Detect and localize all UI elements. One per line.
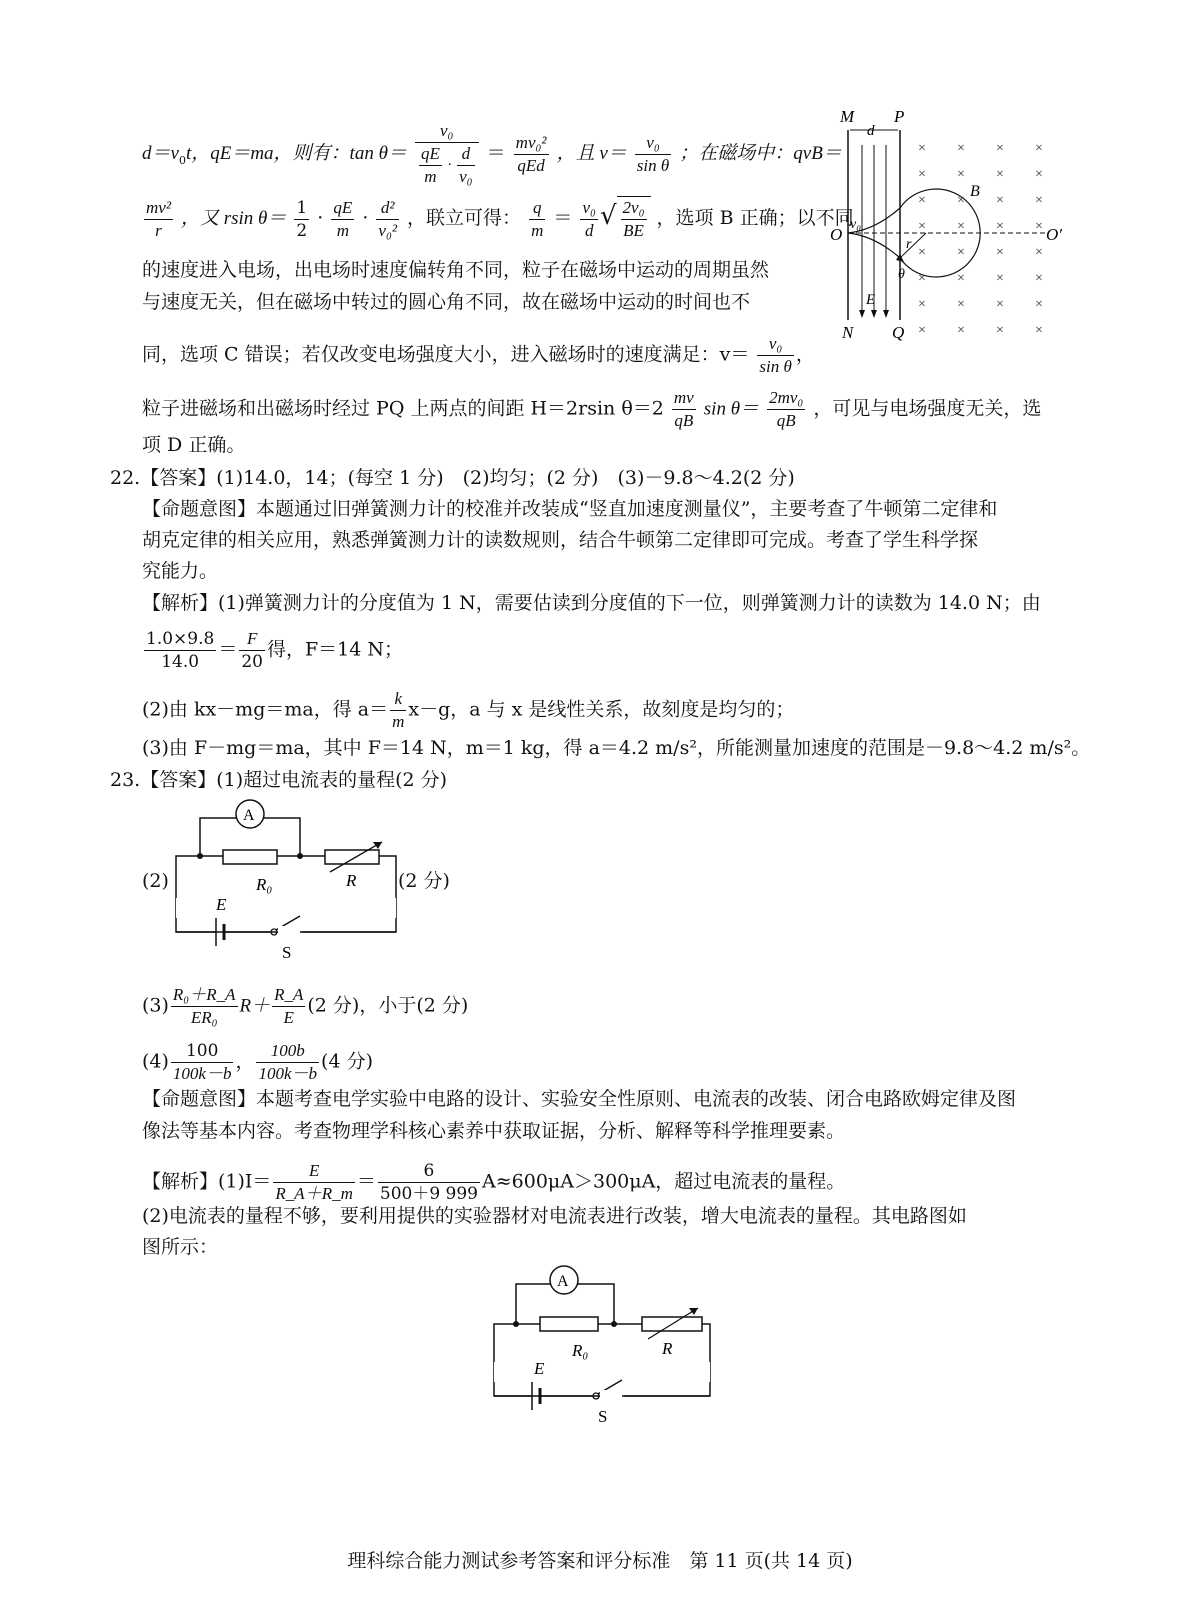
field-cross: × (996, 297, 1004, 312)
resistor-R0 (540, 1317, 598, 1331)
ammeter-symbol: A (557, 1273, 569, 1290)
E-label: E (534, 1359, 545, 1378)
q22-solution-line1: 【解析】(1)弹簧测力计的分度值为 1 N，需要估读到分度值的下一位，则弹簧测力计的读数为 14.0 N；由 (142, 592, 1041, 614)
R-label: R (662, 1339, 673, 1358)
field-cross: × (996, 193, 1004, 208)
field-cross: × (918, 297, 926, 312)
field-cross: × (957, 141, 965, 156)
R0-label: R₀ (572, 1341, 589, 1360)
field-cross: × (957, 167, 965, 182)
field-cross: × (996, 219, 1004, 234)
E-label: E (866, 292, 876, 308)
field-cross: × (1035, 219, 1043, 234)
N-label: N (842, 323, 854, 342)
field-cross: × (996, 167, 1004, 182)
q22-intent-line3: 究能力。 (142, 560, 219, 582)
field-cross: × (918, 245, 926, 260)
sol21-line5: 同，选项 C 错误；若仅改变电场强度大小，进入磁场时的速度满足：v＝ $\frac{\text{v₀}}{\text{sin θ}}$ ， (142, 334, 815, 376)
field-cross: × (957, 323, 965, 338)
q23-solution-line1: 【解析】(1)I＝ $\frac{E}{R\_A+R\_m}$ ＝ $\frac{6}{500+9 999}$ A≈600μA＞300μA，超过电流表的量程。 (142, 1161, 846, 1204)
field-cross: × (1035, 323, 1043, 338)
fraction: v₀ $\frac{qE}{m}$ · $\frac{d}{\text{v₀}}$ (415, 120, 479, 188)
sol21-line1: $d=v_0t$，qE＝ma，则有：tan θ＝ v₀ $\frac{qE}{m}$ · $\frac{d}{\text{v₀}}$ ＝ mv₀² qEd ，且 v＝ $\frac{\text{v₀}}{\text{sin θ}}$ ；在磁场中：qvB＝ (142, 121, 842, 186)
field-cross: × (1035, 167, 1043, 182)
field-cross: × (918, 193, 926, 208)
theta-label: θ (898, 267, 905, 282)
circuit-diagram-1 (170, 798, 400, 963)
S-label: S (598, 1407, 608, 1426)
O-prime-label: O′ (1046, 225, 1062, 244)
sol21-line4: 与速度无关，但在磁场中转过的圆心角不同，故在磁场中运动的时间也不 (142, 291, 751, 313)
rheostat-R (325, 850, 379, 864)
Q-label: Q (892, 323, 905, 342)
field-cross: × (1035, 141, 1043, 156)
R-label: R (346, 871, 357, 890)
E-label: E (216, 895, 227, 914)
magnetic-field-crosses (918, 141, 1043, 338)
M-label: M (840, 107, 855, 126)
v0-label: v₀ (850, 217, 862, 232)
sol21-line6: 粒子进磁场和出磁场时经过 PQ 上两点的间距 H＝2rsin θ＝2 $\frac{mv}{qB}$ sin θ＝ $\frac{\text{2mv₀}}{qB}$ ，可见与电场强度无关，选 (142, 388, 1042, 430)
field-cross: × (1035, 297, 1043, 312)
R0-label: R₀ (256, 875, 273, 894)
field-cross: × (918, 323, 926, 338)
field-cross: × (1035, 193, 1043, 208)
field-cross: × (1035, 245, 1043, 260)
field-cross: × (918, 219, 926, 234)
ammeter-symbol: A (243, 807, 255, 824)
q23-solution-line3: 图所示： (142, 1236, 219, 1258)
S-label: S (282, 943, 292, 962)
resistor-R0 (223, 850, 277, 864)
field-cross: × (918, 141, 926, 156)
q23-part2-score: (2 分) (398, 870, 450, 892)
magnetic-field-figure (820, 100, 1080, 345)
d-label: d (867, 123, 875, 139)
field-cross: × (957, 219, 965, 234)
field-cross: × (918, 271, 926, 286)
q23-answer-line1: 23.【答案】(1)超过电流表的量程(2 分) (110, 769, 448, 791)
B-label: B (970, 183, 980, 200)
field-cross: × (957, 297, 965, 312)
q22-answer: 22.【答案】(1)14.0，14；(每空 1 分) (2)均匀；(2 分) (3)－9.8～4.2(2 分) (110, 467, 795, 489)
q23-solution-line2: (2)电流表的量程不够，要利用提供的实验器材对电流表进行改装，增大电流表的量程。其电路图如 (142, 1205, 967, 1227)
field-cross: × (957, 271, 965, 286)
field-cross: × (1035, 271, 1043, 286)
q22-intent-line2: 胡克定律的相关应用，熟悉弹簧测力计的读数规则，结合牛顿第二定律即可完成。考查了学生科学探 (142, 529, 979, 551)
sol21-line7: 项 D 正确。 (142, 434, 246, 456)
q23-intent-line1: 【命题意图】本题考查电学实验中电路的设计、实验安全性原则、电流表的改装、闭合电路欧姆定律及图 (142, 1088, 1017, 1110)
q22-solution-line3: (2)由 kx－mg＝ma，得 a＝ $\frac{k}{m}$ x－g，a 与 x 是线性关系，故刻度是均匀的； (142, 689, 795, 731)
q23-intent-line2: 像法等基本内容。考查物理学科核心素养中获取证据，分析、解释等科学推理要素。 (142, 1120, 846, 1142)
field-cross: × (996, 323, 1004, 338)
q22-solution-line2: $\frac{1.0\times 9.8}{14.0}$ ＝ $\frac{F}{20}$ 得，F＝14 N； (146, 629, 404, 672)
q23-part2-label: (2) (142, 870, 169, 892)
field-cross: × (996, 271, 1004, 286)
field-cross: × (996, 245, 1004, 260)
sol21-line2: $\frac{\text{mv²}}{r}$ ，又 rsin θ＝ $\frac{1}{2}$ · $\frac{qE}{m}$ · $\frac{\text{d²}}{\text{v₀²}}$ ，联立可得： $\frac{q}{m}$ ＝ $\frac{\text{v₀}}{d}$ √ $\frac{\text{2v₀}}{BE}$ ，选项 B 正确；以不同 (146, 197, 854, 241)
field-cross: × (957, 245, 965, 260)
O-label: O (830, 225, 843, 244)
page-footer: 理科综合能力测试参考答案和评分标准 第 11 页(共 14 页) (347, 1550, 853, 1572)
q23-part4: (4) $\frac{100}{100k-b}$ ， $\frac{100b}{100k-b}$ (4 分) (142, 1041, 373, 1083)
field-cross: × (918, 167, 926, 182)
sol21-line3: 的速度进入电场，出电场时速度偏转角不同，粒子在磁场中运动的周期虽然 (142, 259, 770, 281)
field-cross: × (957, 193, 965, 208)
r-label: r (906, 237, 912, 252)
P-label: P (894, 107, 905, 126)
q22-solution-line4: (3)由 F－mg＝ma，其中 F＝14 N，m＝1 kg，得 a＝4.2 m/s²，所能测量加速度的范围是－9.8～4.2 m/s²。 (142, 737, 1091, 759)
q23-part3: (3) $\frac{\text{R₀＋R\_A}}{\text{ER₀}}$ R＋ $\frac{R\_A}{E}$ (2 分)，小于(2 分) (142, 985, 469, 1027)
field-cross: × (996, 141, 1004, 156)
q22-intent-line1: 【命题意图】本题通过旧弹簧测力计的校准并改装成“竖直加速度测量仪”，主要考查了牛顿第二定律和 (142, 498, 998, 520)
circuit-diagram-2 (488, 1262, 718, 1427)
